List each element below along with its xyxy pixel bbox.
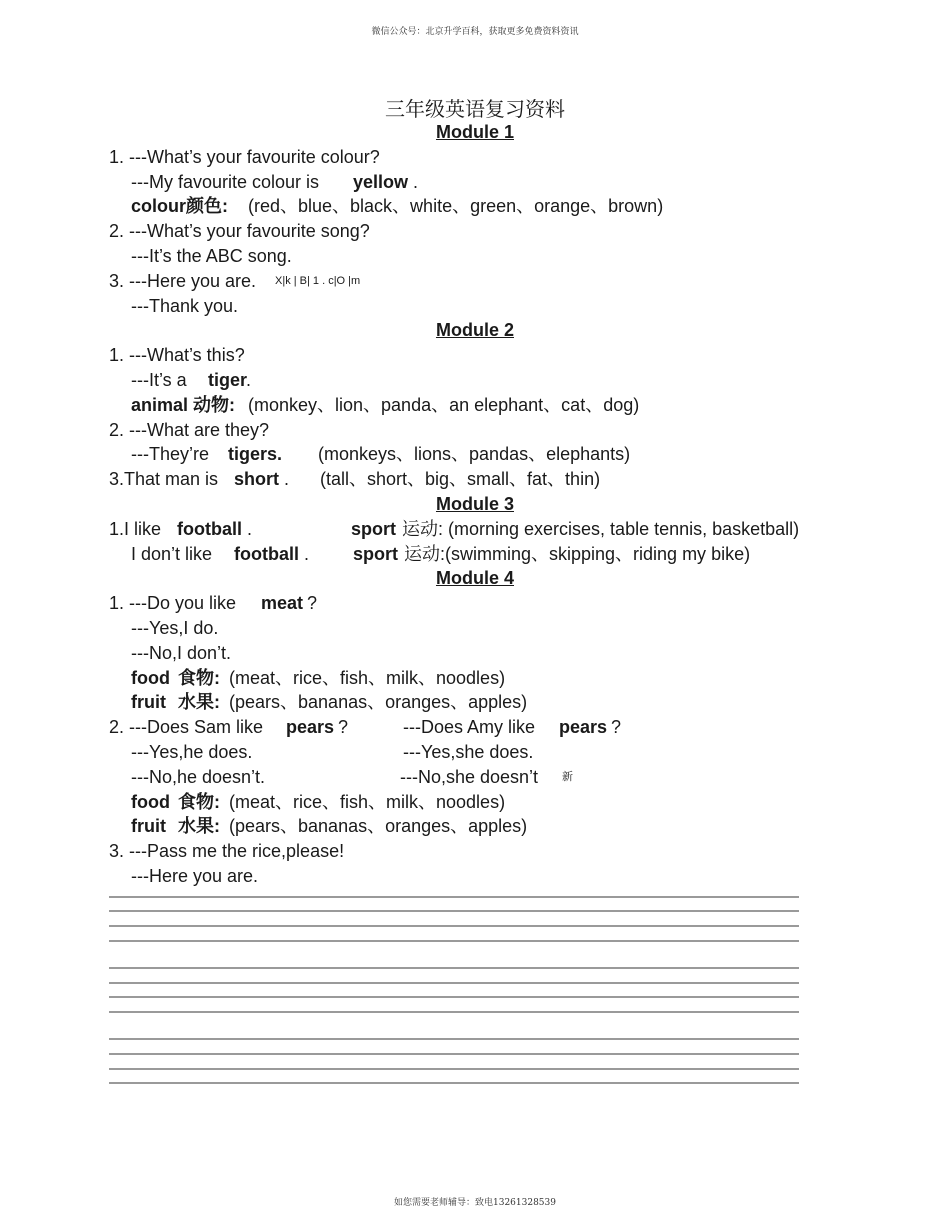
vocab-list: (red、blue、black、white、green、orange、brown) bbox=[248, 196, 664, 217]
m2-animal-vocab bbox=[0, 393, 950, 418]
writing-line bbox=[109, 982, 799, 984]
document-body bbox=[0, 120, 950, 889]
m1-colour-vocab bbox=[0, 194, 950, 219]
writing-line bbox=[109, 910, 799, 912]
vocab-list: (pears、bananas、oranges、apples) bbox=[229, 816, 528, 837]
line-text: 3. ---Here you are. bbox=[109, 270, 257, 291]
m4-answer-2-no bbox=[0, 765, 950, 790]
line-text: 1.I like bbox=[109, 518, 162, 539]
keyword: meat bbox=[261, 593, 304, 614]
line-text: 1. ---What’s your favourite colour? bbox=[109, 146, 380, 167]
keyword: tiger bbox=[208, 369, 248, 390]
m4-answer-yes bbox=[0, 616, 950, 641]
keyword: football bbox=[234, 543, 299, 564]
line-text: ---It’s the ABC song. bbox=[131, 245, 292, 266]
module-4-heading: Module 4 bbox=[435, 568, 514, 589]
line-text: 2. ---What’s your favourite song? bbox=[109, 221, 370, 242]
keyword: tigers. bbox=[228, 444, 283, 465]
line-text: 2. ---What are they? bbox=[109, 419, 270, 440]
vocab-label: food bbox=[131, 791, 170, 812]
vocab-label: colour颜色: bbox=[131, 196, 228, 217]
line-text: ---No,I don’t. bbox=[131, 642, 232, 663]
writing-line bbox=[109, 1011, 799, 1013]
m1-question-2 bbox=[0, 219, 950, 244]
punctuation: ? bbox=[611, 717, 622, 738]
vocab-list: (meat、rice、fish、milk、noodles) bbox=[229, 667, 506, 688]
line-text: ---Thank you. bbox=[131, 295, 239, 316]
m2-question-2 bbox=[0, 418, 950, 443]
module-1-heading: Module 1 bbox=[435, 122, 514, 142]
writing-line bbox=[109, 1053, 799, 1055]
line-text: ---Here you are. bbox=[131, 865, 259, 886]
line-text: ---Yes,she does. bbox=[403, 741, 534, 762]
page-footer: 如您需要老师辅导：致电13261328539 bbox=[394, 1198, 556, 1208]
vocab-label: animal 动物: bbox=[131, 394, 236, 415]
vocab-label: sport bbox=[351, 518, 396, 539]
m1-answer-2 bbox=[0, 244, 950, 269]
m4-answer-2-yes bbox=[0, 740, 950, 765]
vocab-label: fruit bbox=[131, 816, 166, 837]
keyword: football bbox=[177, 518, 242, 539]
punctuation: . bbox=[304, 543, 310, 564]
module-2-heading: Module 2 bbox=[435, 320, 514, 341]
line-text: ---Does Amy like bbox=[403, 717, 536, 738]
line-text: ---My favourite colour is bbox=[131, 171, 320, 192]
m4-food-vocab-2 bbox=[0, 790, 950, 815]
m4-question-1 bbox=[0, 591, 950, 616]
vocab-list: 运动: (morning exercises, table tennis, basketball) bbox=[402, 518, 800, 539]
vocab-label: fruit bbox=[131, 692, 166, 713]
writing-line bbox=[109, 1038, 799, 1040]
m3-line-1 bbox=[0, 517, 950, 542]
keyword: pears bbox=[286, 717, 335, 738]
m2-answer-1 bbox=[0, 368, 950, 393]
vocab-label: food bbox=[131, 667, 170, 688]
page-header: 微信公众号：北京升学百科，获取更多免费资料资讯 bbox=[371, 27, 579, 37]
line-text: ---Yes,he does. bbox=[131, 741, 253, 762]
punctuation: ? bbox=[307, 593, 318, 614]
document-title: 三年级英语复习资料 bbox=[385, 97, 565, 121]
vocab-label: sport bbox=[353, 543, 398, 564]
m4-answer-no bbox=[0, 641, 950, 666]
line-text: ---They’re bbox=[131, 444, 210, 465]
vocab-label-cn: 水果: bbox=[178, 816, 220, 837]
vocab-list: (pears、bananas、oranges、apples) bbox=[229, 692, 528, 713]
vocab-list: (monkey、lion、panda、an elephant、cat、dog) bbox=[248, 394, 640, 415]
vocab-list: (monkeys、lions、pandas、elephants) bbox=[318, 444, 631, 465]
punctuation: ? bbox=[338, 717, 349, 738]
vocab-list: (tall、short、big、small、fat、thin) bbox=[320, 469, 601, 490]
m1-answer-1 bbox=[0, 170, 950, 195]
vocab-list: (meat、rice、fish、milk、noodles) bbox=[229, 791, 506, 812]
line-text: I don’t like bbox=[131, 543, 213, 564]
vocab-label-cn: 食物: bbox=[178, 667, 220, 688]
keyword: yellow bbox=[353, 171, 409, 192]
m1-question-1 bbox=[0, 145, 950, 170]
vocab-label-cn: 食物: bbox=[178, 791, 220, 812]
m1-answer-3 bbox=[0, 294, 950, 319]
m4-food-vocab-1 bbox=[0, 666, 950, 691]
m1-question-3 bbox=[0, 269, 950, 294]
m4-question-2 bbox=[0, 715, 950, 740]
m2-question-1 bbox=[0, 343, 950, 368]
punctuation: . bbox=[246, 369, 252, 390]
writing-line bbox=[109, 896, 799, 898]
line-text: ---No,he doesn’t. bbox=[131, 766, 266, 787]
m2-line-3 bbox=[0, 467, 950, 492]
writing-line bbox=[109, 1082, 799, 1084]
writing-line bbox=[109, 1068, 799, 1070]
writing-line bbox=[109, 925, 799, 927]
writing-line bbox=[109, 996, 799, 998]
line-text: 2. ---Does Sam like bbox=[109, 717, 264, 738]
vocab-label-cn: 水果: bbox=[178, 692, 220, 713]
m3-line-2 bbox=[0, 542, 950, 567]
keyword: pears bbox=[559, 717, 608, 738]
noise-text: X|k | B| 1 . c|O |m bbox=[275, 274, 361, 287]
noise-text: 新 bbox=[562, 770, 573, 783]
line-text: 3. ---Pass me the rice,please! bbox=[109, 841, 345, 862]
m2-answer-2 bbox=[0, 442, 950, 467]
vocab-list: 运动:(swimming、skipping、riding my bike) bbox=[404, 543, 751, 564]
line-text: ---No,she doesn’t bbox=[400, 766, 539, 787]
line-text: ---Yes,I do. bbox=[131, 617, 219, 638]
writing-line bbox=[109, 967, 799, 969]
m4-fruit-vocab-1 bbox=[0, 690, 950, 715]
line-text: 3.That man is bbox=[109, 469, 219, 490]
line-text: 1. ---Do you like bbox=[109, 593, 237, 614]
m4-answer-3 bbox=[0, 864, 950, 889]
line-text: ---It’s a bbox=[131, 369, 187, 390]
module-3-heading: Module 3 bbox=[435, 493, 514, 514]
keyword: short bbox=[234, 469, 279, 490]
punctuation: . bbox=[247, 518, 253, 539]
punctuation: . bbox=[284, 469, 290, 490]
punctuation: . bbox=[413, 171, 419, 192]
writing-line bbox=[109, 940, 799, 942]
line-text: 1. ---What’s this? bbox=[109, 345, 245, 366]
m4-question-3 bbox=[0, 839, 950, 864]
m4-fruit-vocab-2 bbox=[0, 814, 950, 839]
